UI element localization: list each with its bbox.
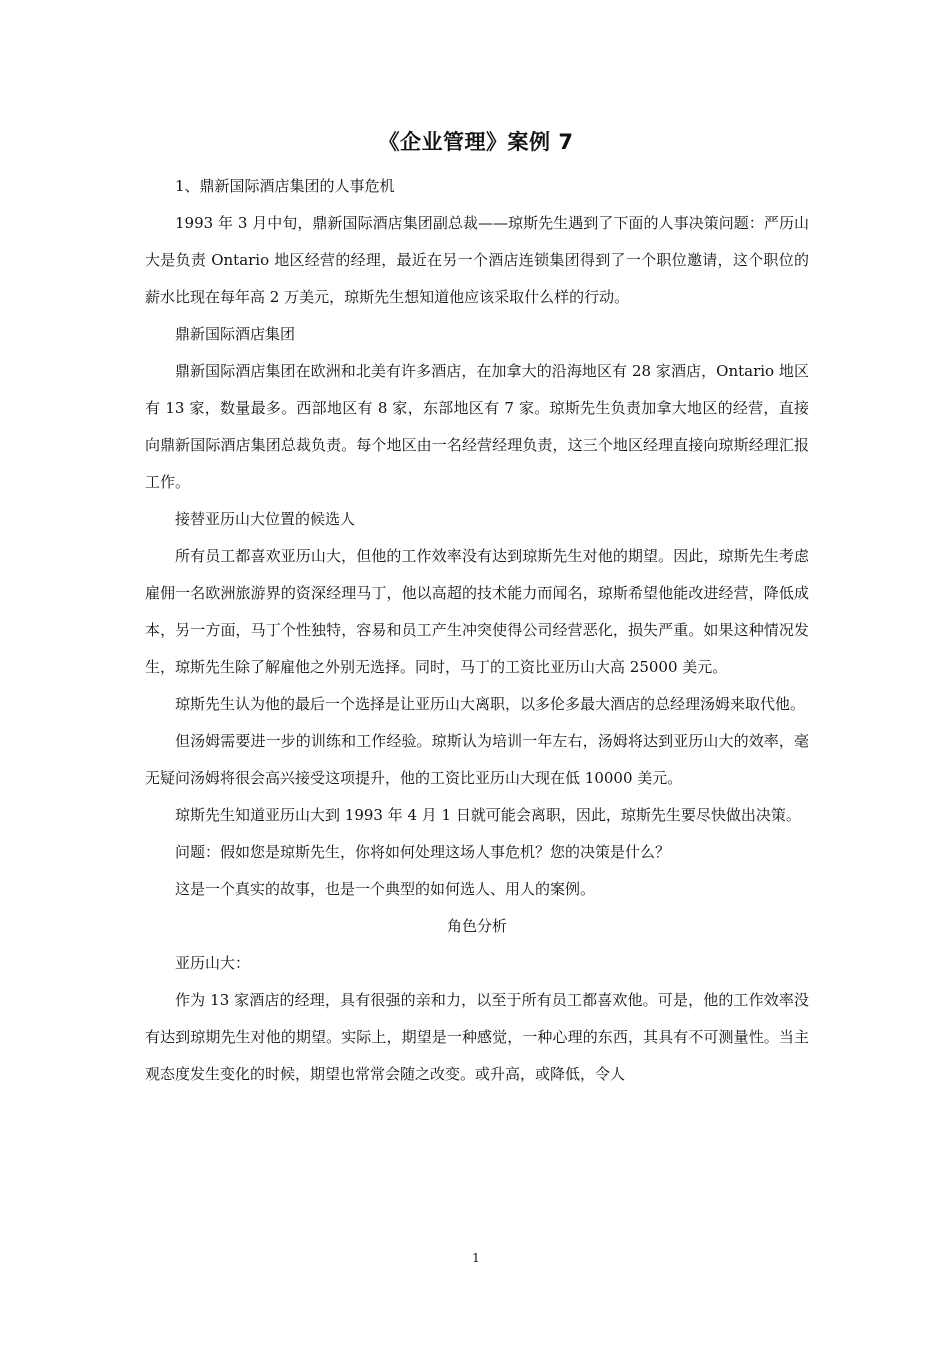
paragraph-tom: 但汤姆需要进一步的训练和工作经验。琼斯认为培训一年左右，汤姆将达到亚历山大的效率，毫无疑问汤姆将很会高兴接受这项提升，他的工资比亚历山大现在低 10000 美元。 (145, 732, 809, 787)
paragraph-group: 鼎新国际酒店集团在欧洲和北美有许多酒店，在加拿大的沿海地区有 28 家酒店，Ontario 地区有 13 家，数量最多。西部地区有 8 家，东部地区有 7 家。琼斯先生负责加拿大地区的经营，直接向鼎新国际酒店集团总裁负责。每个地区由一名经营经理负责，这三个地区经理直接向琼斯经理汇报工作。 (145, 362, 809, 491)
section-heading-candidates: 接替亚历山大位置的候选人 (175, 510, 356, 528)
section-heading-group: 鼎新国际酒店集团 (175, 325, 296, 343)
paragraph-candidates: 所有员工都喜欢亚历山大，但他的工作效率没有达到琼斯先生对他的期望。因此，琼斯先生考虑雇佣一名欧洲旅游界的资深经理马丁，他以高超的技术能力而闻名，琼斯希望他能改进经营，降低成本，另一方面，马丁个性独特，容易和员工产生冲突使得公司经营恶化，损失严重。如果这种情况发生，琼斯先生除了解雇他之外别无选择。同时，马丁的工资比亚历山大高 25000 美元。 (145, 547, 809, 676)
paragraph-question: 问题：假如您是琼斯先生，你将如何处理这场人事危机？您的决策是什么？ (175, 843, 671, 861)
paragraph-deadline: 琼斯先生知道亚历山大到 1993 年 4 月 1 日就可能会离职，因此，琼斯先生要尽快做出决策。 (175, 806, 801, 824)
case-heading: 1、鼎新国际酒店集团的人事危机 (175, 177, 395, 195)
subheading-alexander: 亚历山大： (175, 954, 251, 972)
paragraph-note: 这是一个真实的故事，也是一个典型的如何选人、用人的案例。 (175, 880, 596, 898)
page-number: 1 (472, 1251, 480, 1265)
document-body (145, 168, 809, 1093)
document-title: 《企业管理》案例 7 (378, 130, 574, 154)
paragraph-alexander: 作为 13 家酒店的经理，具有很强的亲和力，以至于所有员工都喜欢他。可是，他的工作效率没有达到琼期先生对他的期望。实际上，期望是一种感觉，一种心理的东西，其具有不可测量性。当主观态度发生变化的时候，期望也常常会随之改变。或升高，或降低，令人 (145, 991, 809, 1083)
paragraph-intro: 1993 年 3 月中旬，鼎新国际酒店集团副总裁——琼斯先生遇到了下面的人事决策问题：严历山大是负责 Ontario 地区经营的经理，最近在另一个酒店连锁集团得到了一个职位邀请，这个职位的薪水比现在每年高 2 万美元，琼斯先生想知道他应该采取什么样的行动。 (145, 214, 809, 306)
section-heading-role-analysis: 角色分析 (446, 917, 507, 935)
paragraph-last-option: 琼斯先生认为他的最后一个选择是让亚历山大离职，以多伦多最大酒店的总经理汤姆来取代他。 (175, 695, 806, 713)
